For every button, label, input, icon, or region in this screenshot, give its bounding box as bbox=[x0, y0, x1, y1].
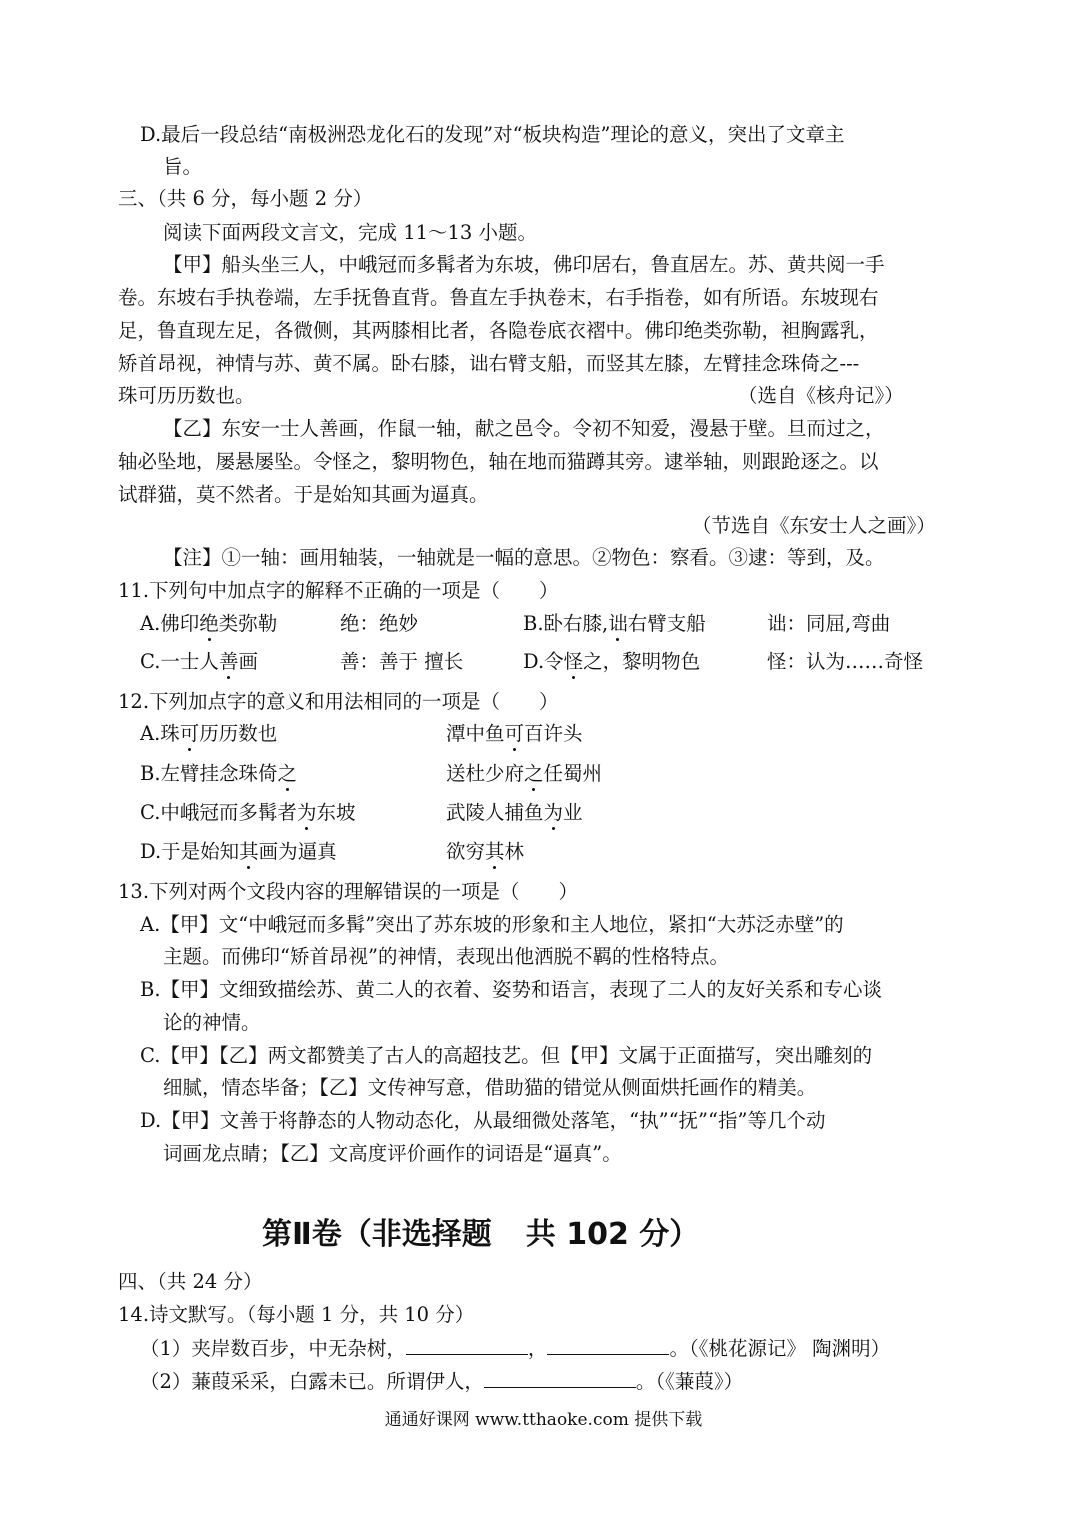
passage-note: 【注】①一轴：画用轴装，一轴就是一幅的意思。②物色：察看。③逮：等到，及。 bbox=[163, 546, 885, 569]
option-text: 任蜀州 bbox=[543, 762, 603, 785]
part2-title-b: 共 102 分） bbox=[525, 1217, 700, 1252]
q13-option-a-line2: 主题。而佛印“矫首昂视”的神情，表现出他洒脱不羁的性格特点。 bbox=[163, 945, 729, 968]
item-text: ， bbox=[527, 1337, 548, 1360]
q12-option-d-right bbox=[446, 838, 524, 866]
option-text: 业 bbox=[563, 801, 583, 824]
dotted-char: 怪 bbox=[563, 650, 584, 673]
option-text: C.一士人 bbox=[140, 650, 219, 673]
answer-blank[interactable] bbox=[547, 1334, 669, 1355]
option-text: B.左臂挂念珠倚 bbox=[140, 762, 278, 785]
item-text: 。（《蒹葭》） bbox=[635, 1370, 744, 1393]
item-text: （1）夹岸数百步，中无杂树， bbox=[140, 1337, 406, 1360]
q13-option-c-line2: 细腻，情态毕备；【乙】文传神写意，借助猫的错觉从侧面烘托画作的精美。 bbox=[163, 1076, 817, 1099]
q13-option-b-line2: 论的神情。 bbox=[163, 1011, 261, 1034]
passage-yi-line: 试群猫，莫不然者。于是始知其画为逼真。 bbox=[118, 483, 489, 506]
dotted-char: 为 bbox=[543, 801, 564, 824]
option-text: B.卧右膝, bbox=[523, 612, 609, 635]
part2-title-a: 第Ⅱ卷（非选择题 bbox=[262, 1217, 492, 1252]
q13-option-d-line1: D.【甲】文善于将静态的人物动态化，从最细微处落笔，“执”“抚”“指”等几个动 bbox=[140, 1109, 826, 1132]
q10-option-d-line1: D.最后一段总结“南极洲恐龙化石的发现”对“板块构造”理论的意义，突出了文章主 bbox=[140, 123, 845, 146]
dotted-char: 可 bbox=[179, 722, 200, 745]
item-text: （2）蒹葭采采，白露未已。所谓伊人， bbox=[140, 1370, 484, 1393]
q11-option-b bbox=[523, 610, 706, 638]
option-text: 送杜少府 bbox=[446, 762, 525, 785]
dotted-char: 之 bbox=[524, 762, 544, 785]
q12-option-c-right bbox=[446, 799, 583, 827]
passage-jia-line: 卷。东坡右手执卷端，左手抚鲁直背。鲁直左手执卷末，右手指卷，如有所语。东坡现右 bbox=[118, 286, 879, 309]
q12-option-a-right bbox=[446, 720, 583, 748]
passage-jia-line: 足，鲁直现左足，各微侧，其两膝相比者，各隐卷底衣褶中。佛印绝类弥勒，袒胸露乳， bbox=[118, 319, 879, 342]
q14-item-2 bbox=[140, 1367, 743, 1396]
option-text: 武陵人捕鱼 bbox=[446, 801, 544, 824]
option-text: 林 bbox=[504, 840, 525, 863]
dotted-char: 为 bbox=[296, 801, 317, 824]
passage-jia-source: （选自《核舟记》） bbox=[738, 384, 904, 407]
q11-stem: 11.下列句中加点字的解释不正确的一项是（ ） bbox=[118, 579, 559, 602]
q11-option-d bbox=[523, 648, 700, 676]
q12-option-c-left bbox=[140, 799, 355, 827]
dotted-char: 之 bbox=[277, 762, 298, 785]
option-text: C.中峨冠而多髯者 bbox=[140, 801, 297, 824]
q13-stem: 13.下列对两个文段内容的理解错误的一项是（ ） bbox=[118, 880, 579, 903]
q11-option-c-explanation: 善：善于 擅长 bbox=[340, 650, 464, 673]
passage-yi-source: （节选自《东安士人之画》） bbox=[692, 514, 936, 537]
q14-item-1 bbox=[140, 1334, 890, 1363]
q13-option-b-line1: B.【甲】文细致描绘苏、黄二人的衣着、姿势和语言，表现了二人的友好关系和专心谈 bbox=[140, 978, 883, 1001]
option-text: 画 bbox=[238, 650, 258, 673]
dotted-char: 可 bbox=[504, 722, 525, 745]
q12-option-a-left bbox=[140, 720, 277, 748]
page-footer: 通通好课网 www.tthaoke.com 提供下载 bbox=[384, 1410, 703, 1430]
option-text: 东坡 bbox=[316, 801, 356, 824]
option-text: 历历数也 bbox=[199, 722, 278, 745]
q14-stem: 14.诗文默写。（每小题 1 分，共 10 分） bbox=[118, 1303, 475, 1326]
option-text: D.于是始知 bbox=[140, 840, 240, 863]
dotted-char: 诎 bbox=[608, 612, 628, 635]
q11-option-a-explanation: 绝：绝妙 bbox=[340, 612, 419, 635]
option-text: A.珠 bbox=[140, 722, 180, 745]
section4-header: 四、（共 24 分） bbox=[118, 1270, 263, 1293]
answer-blank[interactable] bbox=[484, 1367, 636, 1388]
passage-yi-line: 轴必坠地，屡悬屡坠。令怪之，黎明物色，轴在地而猫蹲其旁。逮举轴，则跟跄逐之。以 bbox=[118, 450, 879, 473]
item-text: 。（《桃花源记》 陶渊明） bbox=[669, 1337, 891, 1360]
dotted-char: 绝 bbox=[199, 612, 219, 635]
q13-option-c-line1: C.【甲】【乙】两文都赞美了古人的高超技艺。但【甲】文属于正面描写，突出雕刻的 bbox=[140, 1044, 873, 1067]
q12-option-d-left bbox=[140, 838, 337, 866]
part2-title bbox=[262, 1215, 699, 1255]
section3-header: 三、（共 6 分，每小题 2 分） bbox=[118, 187, 373, 210]
q13-option-a-line1: A.【甲】文“中峨冠而多髯”突出了苏东坡的形象和主人地位，紧扣“大苏泛赤壁”的 bbox=[140, 913, 844, 936]
option-text: 右臂支船 bbox=[627, 612, 706, 635]
passage-jia-line: 【甲】船头坐三人，中峨冠而多髯者为东坡，佛印居右，鲁直居左。苏、黄共阅一手 bbox=[163, 253, 885, 276]
passage-yi-line: 【乙】东安一士人善画，作鼠一轴，献之邑令。令初不知爱，漫悬于壁。旦而过之， bbox=[163, 417, 885, 440]
option-text: 潭中鱼 bbox=[446, 722, 505, 745]
q11-option-c bbox=[140, 648, 258, 676]
dotted-char: 其 bbox=[239, 840, 259, 863]
dotted-char: 善 bbox=[218, 650, 239, 673]
q12-option-b-right bbox=[446, 760, 602, 788]
q12-stem: 12.下列加点字的意义和用法相同的一项是（ ） bbox=[118, 690, 559, 713]
option-text: 之，黎明物色 bbox=[583, 650, 701, 673]
option-text: A.佛印 bbox=[140, 612, 200, 635]
q13-option-d-line2: 词画龙点睛；【乙】文高度评价画作的词语是“逼真”。 bbox=[163, 1142, 622, 1165]
q12-option-b-left bbox=[140, 760, 297, 788]
option-text: 百许头 bbox=[524, 722, 583, 745]
q11-option-b-explanation: 诎：同屈,弯曲 bbox=[767, 612, 891, 635]
q10-option-d-line2: 旨。 bbox=[163, 155, 203, 178]
passage-jia-line: 珠可历历数也。 bbox=[118, 384, 255, 407]
passage-jia-line: 矫首昂视，神情与苏、黄不属。卧右膝，诎右臂支船，而竖其左膝，左臂挂念珠倚之--- bbox=[118, 352, 860, 375]
option-text: 欲穷 bbox=[446, 840, 486, 863]
option-text: D.令 bbox=[523, 650, 564, 673]
dotted-char: 其 bbox=[485, 840, 505, 863]
option-text: 类弥勒 bbox=[218, 612, 278, 635]
q11-option-d-explanation: 怪：认为……奇怪 bbox=[767, 650, 924, 673]
answer-blank[interactable] bbox=[406, 1334, 528, 1355]
section3-intro: 阅读下面两段文言文，完成 11～13 小题。 bbox=[163, 221, 538, 244]
q11-option-a bbox=[140, 610, 277, 638]
option-text: 画为逼真 bbox=[258, 840, 337, 863]
